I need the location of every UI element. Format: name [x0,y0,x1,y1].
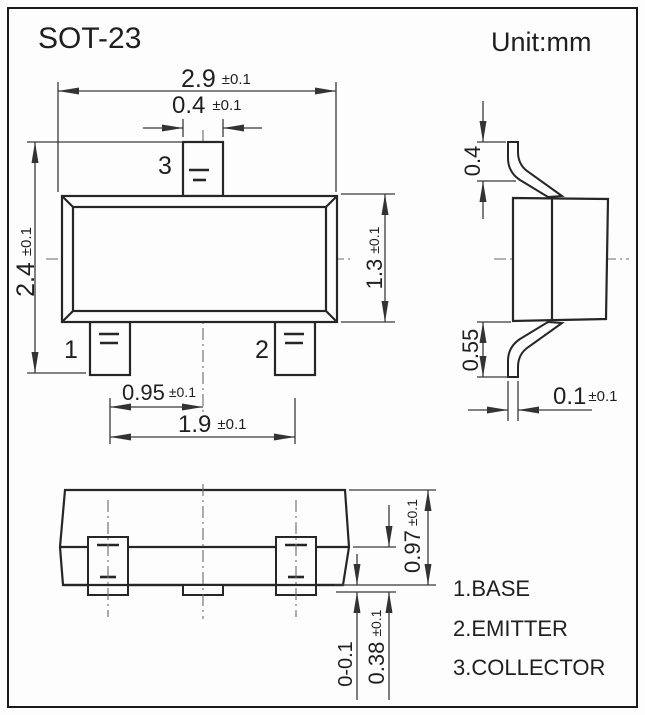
dim-body-width-label: 2.9 ±0.1 [181,65,251,93]
gullwing-lead-top [508,142,562,197]
dim-pin-pitch-label: 0.95 ±0.1 [122,380,196,405]
front-view [60,484,436,700]
legend-item-emitter: 2.EMITTER [453,616,568,641]
unit-label: Unit:mm [491,27,592,57]
dim-body-depth [341,194,395,322]
pin2-label: 2 [255,336,269,364]
pin1-label: 1 [64,336,78,364]
side-view [458,101,629,421]
page-title: SOT-23 [38,22,142,55]
side-body [513,198,608,321]
dim-lead-top-label: 0.4 [460,145,485,177]
legend-item-collector: 3.COLLECTOR [453,655,606,680]
top-view [12,65,395,444]
dim-overall-height-label: 2.4±0.1 [12,227,40,297]
pin1-top-view [90,322,130,375]
dim-body-depth-label: 1.3±0.1 [362,226,387,290]
dim-front-height [400,490,428,585]
dim-coplanarity-label: 0-0.1 [335,641,357,687]
legend-item-base: 1.BASE [453,576,531,601]
dim-lead-bottom-label: 0.55 [458,328,483,372]
dim-standoff [364,505,389,700]
pin-legend [453,576,605,680]
gullwing-lead-bottom [508,322,562,377]
dim-lead-thickness-label: 0.1 ±0.1 [553,383,618,410]
dim-standoff-label: 0.38±0.1 [364,609,389,685]
package-body-outer [62,196,337,322]
dim-front-height-label: 0.97±0.1 [400,499,425,573]
pin3-label: 3 [158,152,172,180]
dim-lead-thickness [468,381,617,421]
dim-lead-bottom [458,322,511,377]
pin2-top-view [275,322,315,375]
dim-pin-span-label: 1.9 ±0.1 [178,411,247,438]
dim-pin-width-label: 0.4 ±0.1 [172,92,242,119]
